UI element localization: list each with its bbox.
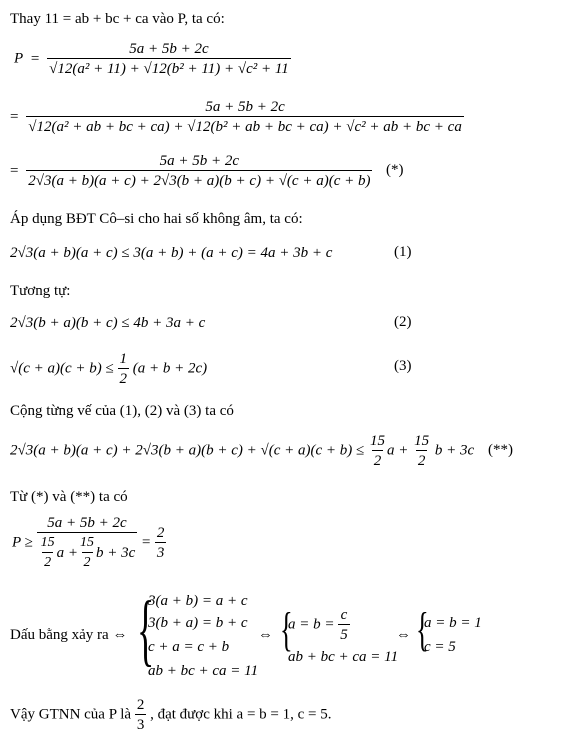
den-fifteen-a: 15 — [40, 535, 55, 550]
bound-fraction — [37, 514, 138, 572]
equation-step-2 — [10, 98, 464, 136]
result-fraction — [155, 524, 167, 562]
equals-sign: = — [10, 162, 19, 179]
inequality-2-right: ≤ 4b + 3a + c — [121, 315, 206, 331]
den-frac-b — [78, 534, 96, 572]
inequality-1 — [10, 244, 332, 262]
numerator-1: 5a + 5b + 2c — [129, 41, 209, 57]
equals-sign: = — [10, 108, 19, 125]
inequality-3-left: √(c + a)(c + b) — [10, 360, 102, 377]
left-brace-2: { — [280, 603, 293, 656]
den-two-b: 2 — [82, 552, 93, 572]
system-1-eq-2: 3(b + a) = b + c — [148, 615, 248, 631]
p-ge: P ≥ — [12, 534, 33, 551]
denominator-1: √12(a² + 11) + √12(b² + 11) + √c² + 11 — [47, 58, 291, 78]
intro-text: Thay 11 = ab + bc + ca vào P, ta có: — [10, 11, 225, 27]
den-two-a: 2 — [42, 552, 53, 572]
equation-step-3 — [10, 152, 372, 190]
system-3-eq-1: a = b = 1 — [424, 615, 482, 631]
numerator-3: 5a + 5b + 2c — [159, 153, 240, 169]
fraction-2 — [26, 98, 464, 136]
fifteen-num-b: 15 — [414, 433, 430, 449]
conclusion-suffix: , đạt được khi a = b = 1, c = 5. — [150, 706, 332, 723]
left-brace-3: { — [416, 603, 429, 656]
label-eq3: (3) — [394, 358, 412, 374]
equals-sign: = — [141, 534, 152, 551]
c-over-5 — [338, 606, 350, 644]
system-1-eq-1: 3(a + b) = a + c — [148, 593, 248, 609]
inequality-1-right: ≤ 3(a + b) + (a + c) = 4a + 3b + c — [121, 245, 333, 261]
den-fifteen-b: 15 — [80, 535, 94, 550]
two-den-a: 2 — [372, 450, 384, 470]
conclusion-prefix: Vậy GTNN của P là — [10, 706, 132, 723]
den-tail: b + 3c — [96, 545, 136, 561]
conclusion-fraction — [135, 696, 147, 734]
two-den-b: 2 — [416, 450, 428, 470]
iff-symbol-2: ⇔ — [396, 627, 411, 643]
fifteen-half-a — [368, 432, 387, 470]
denominator-2: √12(a² + ab + bc + ca) + √12(b² + ab + bc + ca) + √c² + ab + bc + ca — [26, 116, 464, 136]
bound-denominator: $\frac{15}{2}$ a + $\frac{15}{2}$ b + 3c — [37, 532, 138, 572]
label-double-star: (**) — [488, 442, 513, 458]
p-symbol: P — [14, 50, 24, 67]
sum-tail: b + 3c — [434, 442, 475, 459]
den-frac-a — [39, 534, 57, 572]
sys2-a: a = b = — [288, 616, 335, 633]
system-3-eq-2: c = 5 — [424, 639, 456, 655]
half-den: 2 — [118, 368, 130, 388]
sum-inequality: 2√3(a + b)(a + c) + 2√3(b + a)(b + c) + √(c + a)(c + b) ≤ $\frac{15}{2}$ a + $\frac{15}{2}$ b + 3c — [10, 433, 475, 469]
iff-symbol-1: ⇔ — [258, 627, 273, 643]
fraction-1 — [47, 40, 291, 78]
label-star: (*) — [386, 162, 404, 178]
half-fraction — [118, 350, 130, 388]
fifteen-num-a: 15 — [369, 433, 385, 449]
tu-text: Từ (*) và (**) ta có — [10, 489, 128, 505]
sys2-c: c — [340, 607, 348, 623]
equation-p-definition — [14, 40, 291, 78]
conclusion-num: 2 — [136, 697, 145, 713]
inequality-1-left: 2√3(a + b)(a + c) — [10, 245, 118, 261]
dau-bang-text: Dấu bằng xảy ra ⇔ — [10, 627, 128, 643]
inequality-3-right: (a + b + 2c) — [132, 360, 208, 377]
fraction-3 — [26, 152, 372, 190]
system-1-eq-4: ab + bc + ca = 11 — [148, 663, 259, 679]
bound-numerator: 5a + 5b + 2c — [47, 515, 127, 531]
inequality-2 — [10, 314, 205, 332]
system-2-eq-2: ab + bc + ca = 11 — [288, 649, 399, 665]
equals-sign: = — [30, 50, 40, 67]
p-lower-bound — [12, 514, 166, 572]
fifteen-half-b — [412, 432, 431, 470]
inequality-3-le: ≤ — [105, 360, 114, 377]
apply-bdt-text: Áp dụng BĐT Cô–si cho hai số không âm, ta có: — [10, 211, 303, 227]
result-den: 3 — [155, 542, 167, 562]
sum-left: 2√3(a + b)(a + c) + 2√3(b + a)(b + c) + √(c + a)(c + b) ≤ — [10, 442, 365, 459]
inequality-3 — [10, 350, 207, 388]
cong-text: Cộng từng vế của (1), (2) và (3) ta có — [10, 403, 234, 419]
denominator-3: 2√3(a + b)(a + c) + 2√3(b + a)(b + c) + √(c + a)(c + b) — [26, 170, 372, 190]
system-1-eq-3: c + a = c + b — [148, 639, 230, 655]
label-eq2: (2) — [394, 314, 412, 330]
result-num: 2 — [156, 525, 165, 541]
numerator-2: 5a + 5b + 2c — [205, 99, 285, 115]
left-brace-1: { — [137, 586, 155, 674]
conclusion-den: 3 — [135, 714, 147, 734]
tuong-tu-text: Tương tự: — [10, 283, 71, 299]
sys2-5: 5 — [338, 624, 350, 644]
label-eq1: (1) — [394, 244, 412, 260]
inequality-2-left: 2√3(b + a)(b + c) — [10, 315, 118, 331]
conclusion — [10, 696, 331, 734]
half-num: 1 — [119, 351, 128, 367]
system-2-eq-1 — [288, 606, 350, 644]
